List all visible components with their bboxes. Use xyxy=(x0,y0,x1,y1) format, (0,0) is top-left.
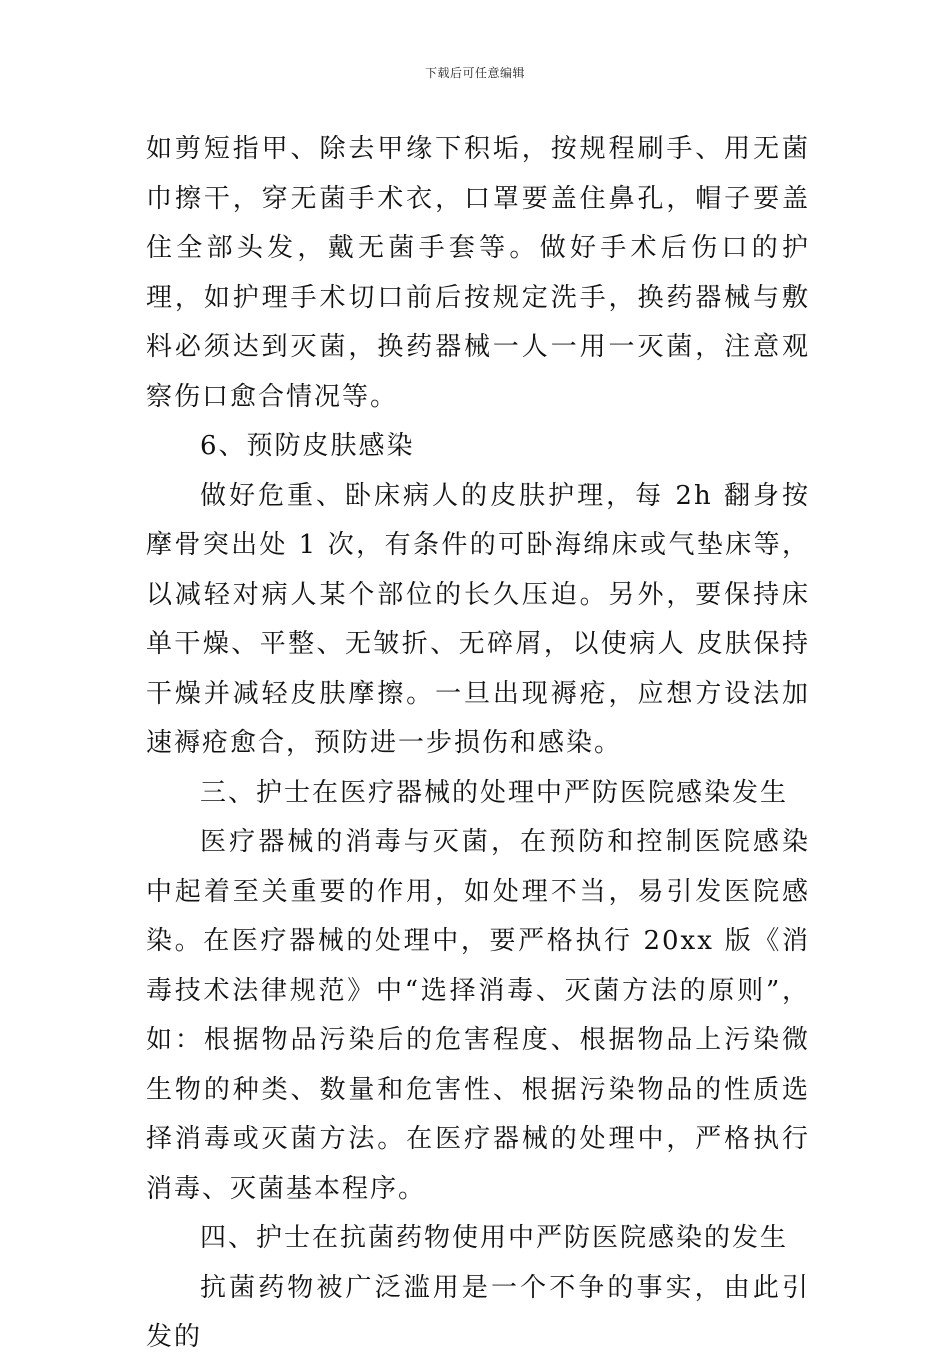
document-body xyxy=(146,125,810,1363)
paragraph-skin-care: 做好危重、卧床病人的皮肤护理，每 2h 翻身按摩骨突出处 1 次，有条件的可卧海绵床或气垫床等，以减轻对病人某个部位的长久压迫。另外，要保持床单干燥、平整、无皱折、无碎屑，以使病人 皮肤保持干燥并减轻皮肤摩擦。一旦出现褥疮，应想方设法加速褥疮愈合，预防进一步损伤和感染。 xyxy=(146,480,810,758)
paragraph-device-disinfection: 医疗器械的消毒与灭菌，在预防和控制医院感染中起着至关重要的作用，如处理不当，易引发医院感染。在医疗器械的处理中，要严格执行 20xx 版《消毒技术法律规范》中“选择消毒、灭菌方法的原则”，如：根据物品污染后的危害程度、根据物品上污染微生物的种类、数量和危害性、根据污染物品的性质选择消毒或灭菌方法。在医疗器械的处理中，严格执行消毒、灭菌基本程序。 xyxy=(146,827,810,1204)
paragraph-surgical-asepsis: 如剪短指甲、除去甲缘下积垢，按规程刷手、用无菌巾擦干，穿无菌手术衣，口罩要盖住鼻孔，帽子要盖住全部头发，戴无菌手套等。做好手术后伤口的护理，如护理手术切口前后按规定洗手，换药器械与敷料必须达到灭菌，换药器械一人一用一灭菌，注意观察伤口愈合情况等。 xyxy=(146,134,810,412)
page-header: 下载后可任意编辑 xyxy=(424,66,525,80)
heading-medical-devices: 三、护士在医疗器械的处理中严防医院感染发生 xyxy=(200,777,789,808)
heading-skin-infection: 6、预防皮肤感染 xyxy=(200,431,415,461)
heading-antibiotics: 四、护士在抗菌药物使用中严防医院感染的发生 xyxy=(200,1223,789,1253)
paragraph-antibiotic-misuse: 抗菌药物被广泛滥用是一个不争的事实，由此引发的 xyxy=(146,1272,810,1352)
